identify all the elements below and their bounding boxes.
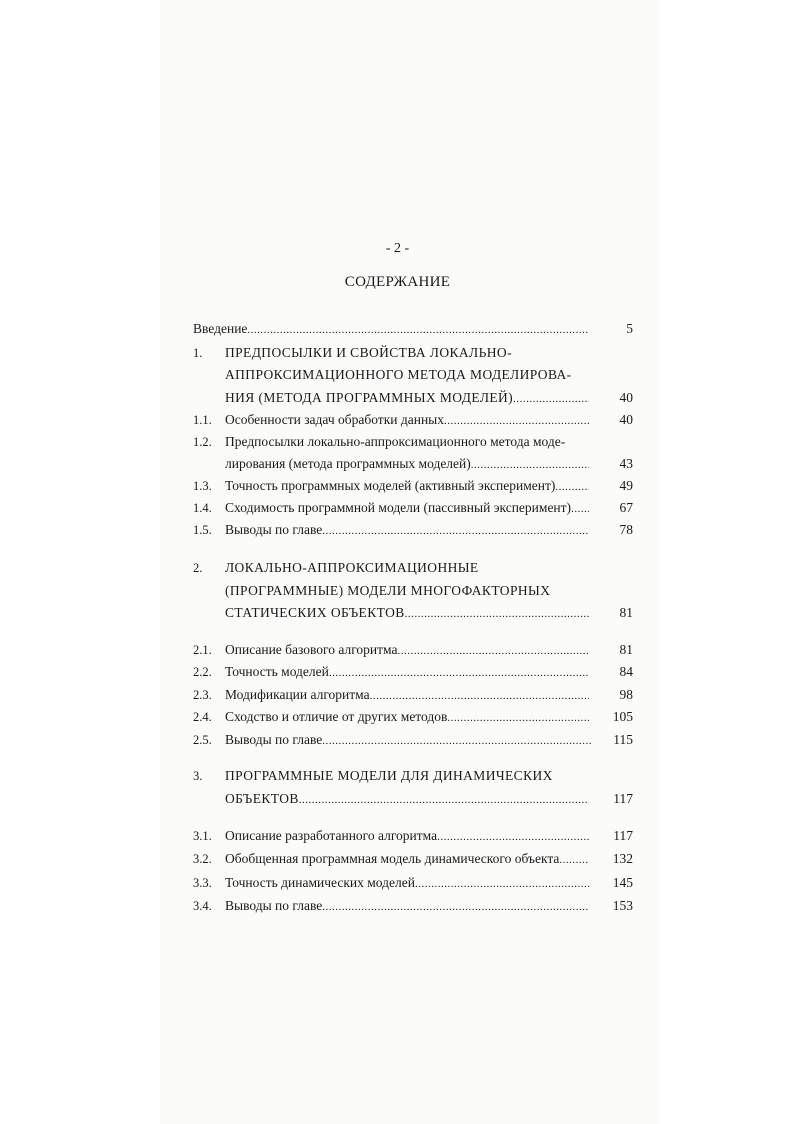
toc-entry-number: 2.3. bbox=[193, 688, 212, 702]
toc-entry-page: 78 bbox=[619, 522, 633, 537]
toc-entry-number: 1. bbox=[193, 346, 203, 360]
toc-entry-3-2[interactable] bbox=[0, 849, 795, 869]
toc-entry-1-5[interactable] bbox=[0, 520, 795, 540]
toc-entry-3-4[interactable] bbox=[0, 896, 795, 916]
toc-entry-page: 81 bbox=[619, 642, 633, 657]
toc-entry-page: 117 bbox=[613, 791, 633, 806]
toc-leader-dots bbox=[447, 708, 589, 728]
toc-entry-intro[interactable] bbox=[0, 319, 795, 339]
toc-entry-title-line: АППРОКСИМАЦИОННОГО МЕТОДА МОДЕЛИРОВА- bbox=[225, 367, 572, 382]
page-number: - 2 - bbox=[385, 241, 410, 256]
toc-entry-number: 2.5. bbox=[193, 733, 212, 747]
toc-entry-2-1[interactable] bbox=[0, 640, 795, 660]
toc-leader-dots bbox=[322, 521, 589, 541]
toc-entry-chapter-1-cont bbox=[0, 365, 795, 385]
toc-entry-title: Предпосылки локально-аппроксимационного метода моде- bbox=[225, 434, 566, 449]
toc-entry-chapter-3[interactable] bbox=[0, 766, 795, 786]
toc-entry-title-line: СТАТИЧЕСКИХ ОБЪЕКТОВ bbox=[225, 605, 405, 620]
toc-entry-title: Точность динамических моделей bbox=[225, 875, 415, 890]
toc-entry-chapter-2[interactable] bbox=[0, 558, 795, 578]
toc-entry-number: 2. bbox=[193, 561, 203, 575]
toc-entry-number: 2.2. bbox=[193, 665, 212, 679]
toc-entry-page: 105 bbox=[612, 709, 633, 724]
toc-leader-dots bbox=[437, 827, 589, 847]
toc-entry-chapter-2-cont bbox=[0, 581, 795, 601]
toc-entry-page: 117 bbox=[613, 828, 633, 843]
toc-entry-title: ПРОГРАММНЫЕ МОДЕЛИ ДЛЯ ДИНАМИЧЕСКИХ bbox=[225, 768, 553, 783]
toc-leader-dots bbox=[322, 731, 591, 751]
toc-leader-dots bbox=[555, 477, 589, 497]
toc-entry-page: 145 bbox=[612, 875, 633, 890]
toc-entry-page: 43 bbox=[619, 456, 633, 471]
toc-entry-2-5[interactable] bbox=[0, 730, 795, 750]
toc-leader-dots bbox=[370, 686, 589, 706]
toc-entry-page: 40 bbox=[619, 390, 633, 405]
toc-entry-page: 67 bbox=[619, 500, 633, 515]
toc-entry-title: Введение bbox=[193, 321, 248, 336]
toc-entry-2-4[interactable] bbox=[0, 707, 795, 727]
toc-entry-number: 3.3. bbox=[193, 876, 212, 890]
toc-entry-number: 3. bbox=[193, 769, 203, 783]
toc-entry-title: Обобщенная программная модель динамического объекта bbox=[225, 851, 560, 866]
toc-entry-number: 1.4. bbox=[193, 501, 212, 515]
toc-entry-number: 3.2. bbox=[193, 852, 212, 866]
toc-entry-number: 1.2. bbox=[193, 435, 212, 449]
toc-leader-dots bbox=[398, 641, 589, 661]
toc-entry-number: 1.1. bbox=[193, 413, 212, 427]
toc-leader-dots bbox=[513, 389, 589, 409]
toc-leader-dots bbox=[471, 455, 589, 475]
toc-leader-dots bbox=[322, 897, 589, 917]
toc-entry-title: Сходство и отличие от других методов bbox=[225, 709, 448, 724]
toc-entry-page: 153 bbox=[612, 898, 633, 913]
toc-entry-title: Выводы по главе bbox=[225, 732, 323, 747]
toc-entry-page: 98 bbox=[619, 687, 633, 702]
toc-entry-2-2[interactable] bbox=[0, 662, 795, 682]
toc-entry-1-2-end bbox=[0, 454, 795, 474]
toc-entry-page: 49 bbox=[619, 478, 633, 493]
toc-entry-title: Описание разработанного алгоритма bbox=[225, 828, 438, 843]
toc-entry-1-4[interactable] bbox=[0, 498, 795, 518]
toc-entry-number: 1.3. bbox=[193, 479, 212, 493]
toc-entry-title: Описание базового алгоритма bbox=[225, 642, 398, 657]
toc-leader-dots bbox=[415, 874, 589, 894]
toc-entry-title: Выводы по главе bbox=[225, 898, 323, 913]
toc-entry-title-line: лирования (метода программных моделей) bbox=[225, 456, 471, 471]
toc-entry-title: ПРЕДПОСЫЛКИ И СВОЙСТВА ЛОКАЛЬНО- bbox=[225, 345, 512, 360]
page-title: СОДЕРЖАНИЕ bbox=[344, 274, 451, 290]
toc-entry-1-3[interactable] bbox=[0, 476, 795, 496]
toc-leader-dots bbox=[247, 320, 589, 340]
toc-entry-title: Модификации алгоритма bbox=[225, 687, 370, 702]
toc-entry-title: Точность моделей bbox=[225, 664, 329, 679]
toc-entry-page: 81 bbox=[619, 605, 633, 620]
toc-leader-dots bbox=[444, 411, 589, 431]
toc-leader-dots bbox=[559, 850, 589, 870]
toc-entry-title: Выводы по главе bbox=[225, 522, 323, 537]
toc-entry-page: 132 bbox=[612, 851, 633, 866]
toc-entry-title: ЛОКАЛЬНО-АППРОКСИМАЦИОННЫЕ bbox=[225, 560, 479, 575]
toc-entry-number: 2.1. bbox=[193, 643, 212, 657]
toc-entry-chapter-3-end bbox=[0, 789, 795, 809]
toc-leader-dots bbox=[571, 499, 589, 519]
toc-entry-1-2[interactable] bbox=[0, 432, 795, 452]
toc-entry-3-1[interactable] bbox=[0, 826, 795, 846]
toc-entry-chapter-1[interactable] bbox=[0, 343, 795, 363]
toc-leader-dots bbox=[405, 604, 589, 624]
toc-entry-1-1[interactable] bbox=[0, 410, 795, 430]
toc-entry-chapter-2-end bbox=[0, 603, 795, 623]
toc-leader-dots bbox=[299, 790, 589, 810]
toc-entry-title: Точность программных моделей (активный эксперимент) bbox=[225, 478, 556, 493]
toc-entry-3-3[interactable] bbox=[0, 873, 795, 893]
toc-entry-2-3[interactable] bbox=[0, 685, 795, 705]
toc-leader-dots bbox=[329, 663, 589, 683]
toc-entry-chapter-1-end bbox=[0, 388, 795, 408]
toc-entry-page: 84 bbox=[619, 664, 633, 679]
toc-entry-title-line: (ПРОГРАММНЫЕ) МОДЕЛИ МНОГОФАКТОРНЫХ bbox=[225, 583, 551, 598]
toc-entry-number: 1.5. bbox=[193, 523, 212, 537]
toc-entry-page: 5 bbox=[626, 321, 633, 336]
toc-entry-title-line: ОБЪЕКТОВ bbox=[225, 791, 299, 806]
toc-entry-page: 115 bbox=[613, 732, 633, 747]
toc-entry-title: Особенности задач обработки данных bbox=[225, 412, 444, 427]
toc-entry-title-line: НИЯ (МЕТОДА ПРОГРАММНЫХ МОДЕЛЕЙ) bbox=[225, 390, 514, 405]
toc-entry-number: 3.1. bbox=[193, 829, 212, 843]
toc-entry-page: 40 bbox=[619, 412, 633, 427]
toc-entry-number: 3.4. bbox=[193, 899, 212, 913]
toc-entry-number: 2.4. bbox=[193, 710, 212, 724]
toc-entry-title: Сходимость программной модели (пассивный эксперимент) bbox=[225, 500, 572, 515]
